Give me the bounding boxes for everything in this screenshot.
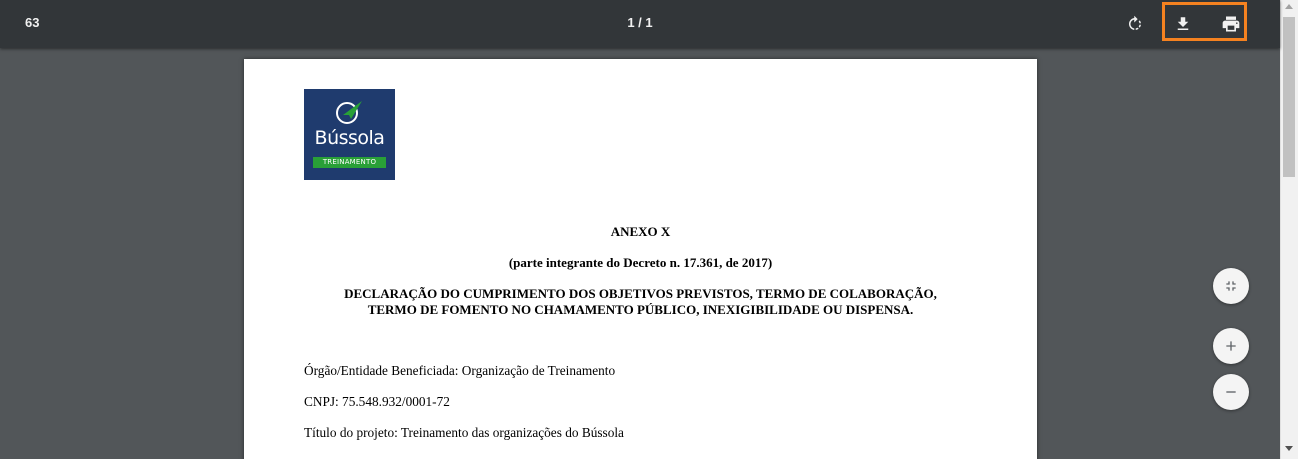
- logo-wordmark: Bússola: [314, 127, 385, 149]
- vertical-scrollbar[interactable]: [1280, 0, 1298, 459]
- pdf-toolbar: [0, 0, 1280, 48]
- download-icon: [1174, 15, 1192, 33]
- minus-icon: [1223, 384, 1239, 400]
- scroll-down-arrow-icon[interactable]: [1285, 446, 1293, 451]
- fit-to-page-icon: [1223, 278, 1239, 294]
- download-button[interactable]: [1167, 8, 1199, 40]
- heading-decree: (parte integrante do Decreto n. 17.361, de 2017): [508, 255, 773, 270]
- fit-to-page-button[interactable]: [1213, 268, 1249, 304]
- document-title: 63: [25, 15, 40, 30]
- pdf-page: [244, 59, 1037, 459]
- bussola-logo: [304, 89, 395, 180]
- heading-declaration-line-2: TERMO DE FOMENTO NO CHAMAMENTO PÚBLICO, INEXIGIBILIDADE OU DISPENSA.: [367, 302, 914, 317]
- heading-declaration: [244, 286, 1037, 318]
- scroll-up-arrow-icon[interactable]: [1285, 4, 1293, 9]
- print-button[interactable]: [1215, 8, 1247, 40]
- field-cnpj: CNPJ: 75.548.932/0001-72: [304, 394, 450, 409]
- field-orgao: Órgão/Entidade Beneficiada: Organização de Treinamento: [304, 363, 616, 378]
- logo-band: TREINAMENTO: [313, 157, 386, 168]
- print-icon: [1221, 14, 1241, 34]
- field-titulo: Título do projeto: Treinamento das organizações do Bússola: [304, 425, 624, 440]
- heading-anexo: ANEXO X: [610, 224, 671, 239]
- rotate-icon: [1126, 15, 1144, 33]
- scroll-thumb[interactable]: [1283, 17, 1295, 177]
- compass-icon: [333, 99, 365, 125]
- plus-icon: [1223, 338, 1239, 354]
- zoom-out-button[interactable]: [1213, 374, 1249, 410]
- page-indicator: 1 / 1: [627, 15, 653, 30]
- rotate-button[interactable]: [1119, 8, 1151, 40]
- zoom-in-button[interactable]: [1213, 328, 1249, 364]
- heading-declaration-line-1: DECLARAÇÃO DO CUMPRIMENTO DOS OBJETIVOS PREVISTOS, TERMO DE COLABORAÇÃO,: [344, 286, 937, 301]
